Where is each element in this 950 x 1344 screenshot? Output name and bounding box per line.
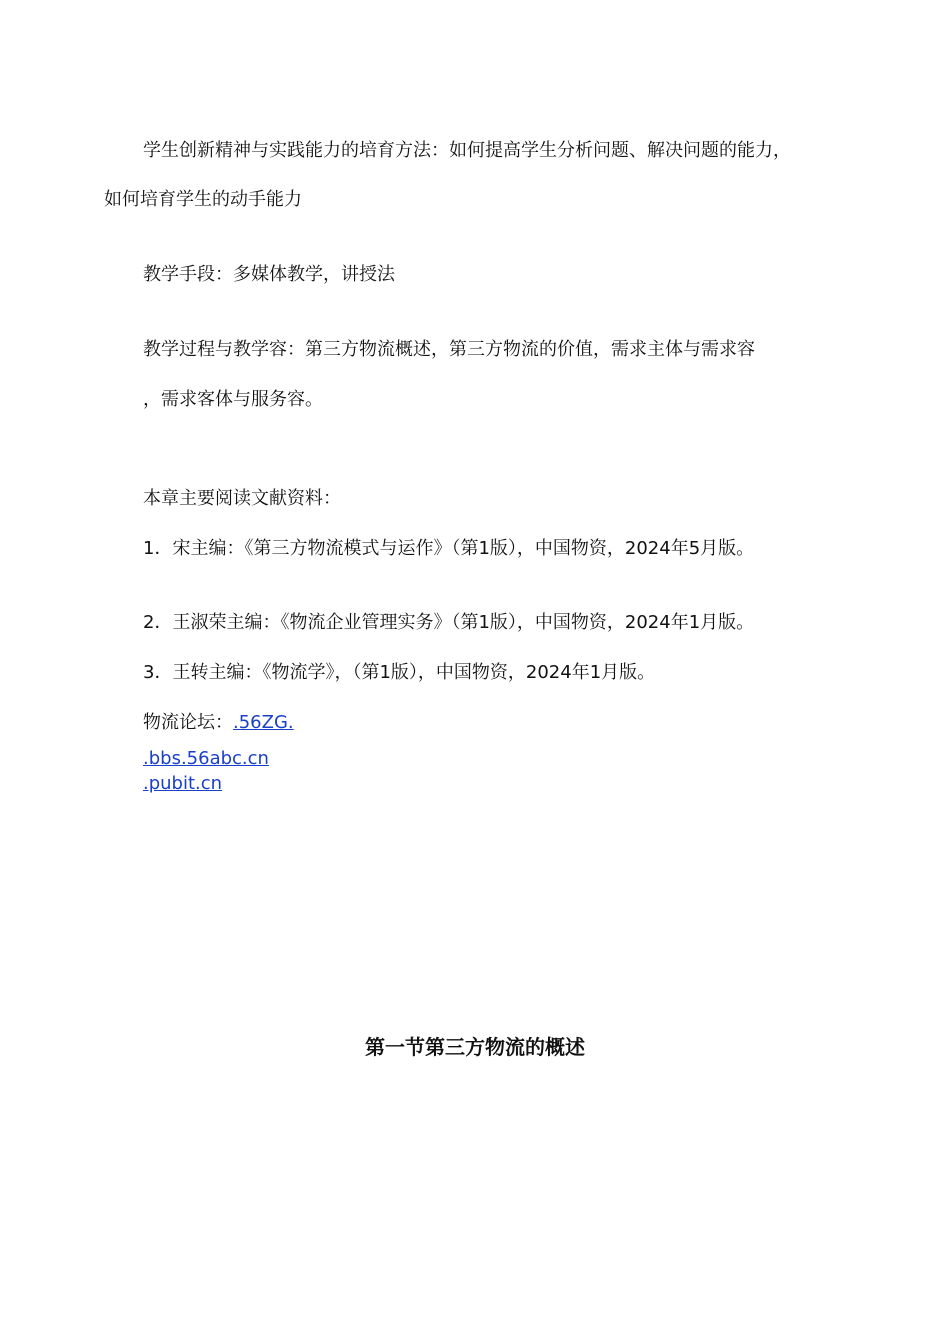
paragraph-teaching-process-line1: 教学过程与教学容：第三方物流概述，第三方物流的价值，需求主体与需求容	[143, 339, 755, 360]
forum-row	[143, 711, 294, 735]
paragraph-teaching-process-line2: ，需求客体与服务容。	[143, 389, 323, 410]
readings-title: 本章主要阅读文献资料：	[143, 488, 341, 509]
paragraph-methods-line2: 如何培育学生的动手能力	[104, 189, 302, 210]
section-heading: 第一节第三方物流的概述	[365, 1035, 585, 1059]
reading-item-2: 2．王淑荣主编：《物流企业管理实务》（第1版），中国物资，2024年1月版。	[143, 612, 755, 633]
forum-link-56zg[interactable]: .56ZG.	[233, 712, 294, 733]
forum-link-pubit[interactable]: .pubit.cn	[143, 773, 223, 794]
reading-item-3: 3．王转主编：《物流学》，（第1版），中国物资，2024年1月版。	[143, 662, 656, 683]
paragraph-teaching-means: 教学手段：多媒体教学，讲授法	[143, 264, 395, 285]
forum-label: 物流论坛：	[143, 712, 233, 733]
reading-item-1: 1．宋主编：《第三方物流模式与运作》（第1版），中国物资，2024年5月版。	[143, 538, 755, 559]
paragraph-methods-line1: 学生创新精神与实践能力的培育方法：如何提高学生分析问题、解决问题的能力，	[143, 140, 791, 161]
forum-link-bbs[interactable]: .bbs.56abc.cn	[143, 748, 269, 769]
